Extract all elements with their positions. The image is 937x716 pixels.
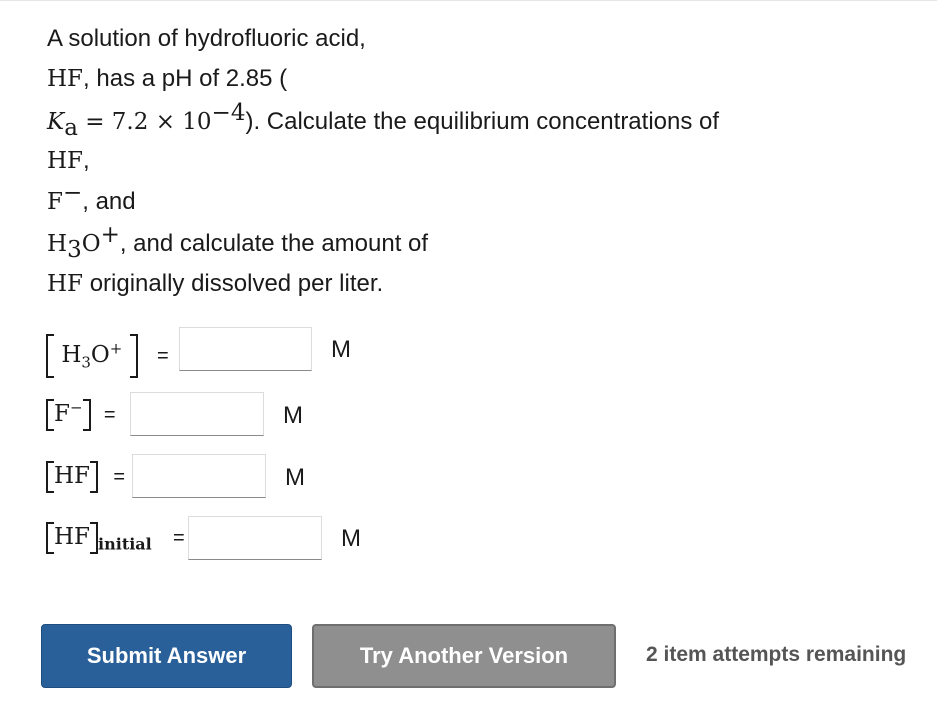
label-h: H [61, 342, 82, 368]
bracket-right [90, 522, 98, 554]
hydronium-subscript: 3 [67, 236, 82, 263]
question-text: , and calculate the amount of [119, 230, 429, 257]
equals-sign: = [113, 466, 126, 488]
question-line-2 [47, 64, 287, 94]
label-hf-initial [46, 522, 185, 554]
unit-molar: M [331, 336, 351, 363]
label-hf-text: HF [54, 524, 91, 550]
question-text: , and [82, 188, 136, 215]
label-charge: + [109, 339, 123, 358]
equals-sign: = [156, 345, 169, 367]
question-line-3 [47, 100, 720, 141]
fluoride-input[interactable] [130, 392, 264, 436]
equals-sign: = [173, 527, 185, 549]
question-text: originally dissolved per liter. [83, 270, 384, 297]
question-text: , [83, 147, 90, 174]
try-another-version-button[interactable]: Try Another Version [312, 624, 616, 688]
label-f: F [54, 401, 70, 427]
question-text: ). Calculate the equilibrium concentrations of [245, 108, 720, 135]
hf-initial-input[interactable] [188, 516, 322, 560]
label-charge: − [69, 398, 83, 417]
bracket-right [130, 334, 138, 378]
unit-molar: M [283, 402, 303, 429]
ka-value: = 7.2 × 10 [77, 109, 212, 135]
hydronium-charge: + [100, 222, 120, 248]
hydronium-o: O [81, 231, 101, 257]
label-initial-subscript: initial [98, 534, 152, 554]
label-o: O [90, 342, 110, 368]
question-line-6 [47, 222, 429, 263]
hf-formula: HF [47, 271, 84, 297]
label-fluoride [46, 399, 116, 431]
unit-molar: M [341, 525, 361, 552]
question-text: A solution of hydrofluoric acid, [47, 25, 366, 52]
hydronium-input[interactable] [179, 327, 312, 371]
bracket-right [90, 461, 98, 493]
label-hf [46, 461, 125, 493]
label-subscript: 3 [81, 353, 91, 372]
attempts-remaining: 2 item attempts remaining [646, 643, 907, 666]
question-line-4 [47, 146, 90, 176]
ka-subscript: a [64, 114, 78, 141]
bracket-right [83, 399, 91, 431]
bracket-left [46, 399, 54, 431]
top-divider [0, 0, 937, 1]
fluoride-charge: − [62, 180, 83, 206]
label-hydronium [46, 334, 169, 378]
ka-exponent: −4 [211, 100, 246, 126]
label-hf-text: HF [54, 463, 91, 489]
fluoride-formula: F [47, 189, 63, 215]
unit-molar: M [285, 464, 305, 491]
bracket-left [46, 522, 54, 554]
hf-formula: HF [47, 148, 84, 174]
equals-sign: = [103, 404, 116, 426]
question-line-7 [47, 269, 383, 299]
submit-answer-button[interactable]: Submit Answer [41, 624, 292, 688]
ka-symbol: K [47, 109, 65, 135]
question-line-5 [47, 180, 136, 217]
bracket-left [46, 334, 54, 378]
hf-input[interactable] [132, 454, 266, 498]
question-line-1 [47, 24, 366, 54]
hydronium-h: H [47, 231, 68, 257]
hf-formula: HF [47, 66, 84, 92]
bracket-left [46, 461, 54, 493]
question-text: , has a pH of 2.85 ( [83, 65, 288, 92]
